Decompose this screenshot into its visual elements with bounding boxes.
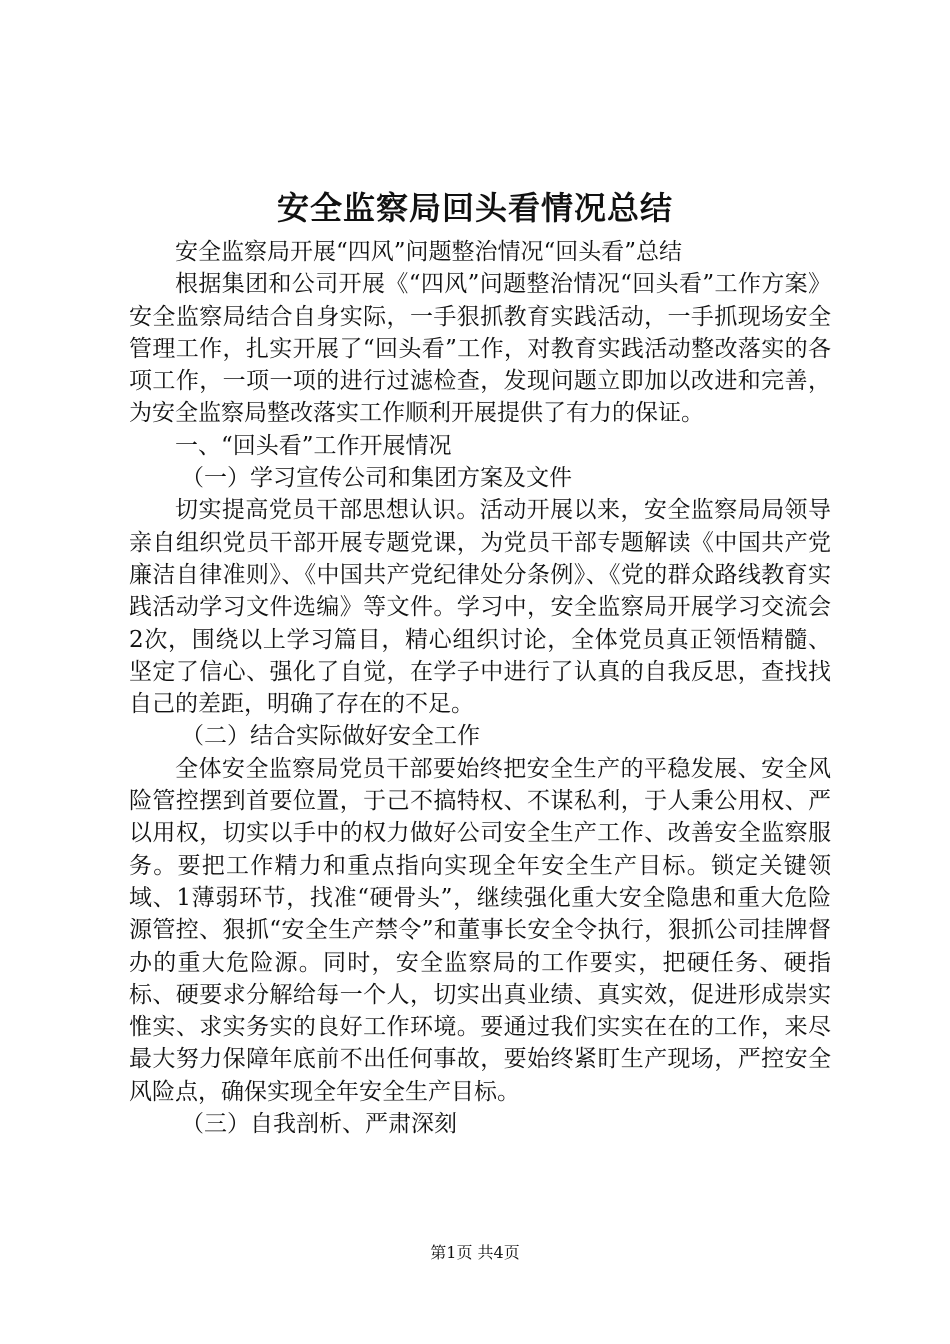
intro-line: 安全监察局开展“四风”问题整治情况“回头看”总结	[175, 239, 683, 265]
subsection-heading-3: （三）自我剖析、严肃深刻	[181, 1111, 457, 1138]
document-title: 安全监察局回头看情况总结	[276, 189, 673, 227]
paragraph-study: 切实提高党员干部思想认识。活动开展以来，安全监察局局领导亲自组织党员干部开展专题党课，为党员干部专题解读《中国共产党廉洁自律准则》、《中国共产党纪律处分条例》、《党的群众路线教育实践活动学习文件选编》等文件。学习中，安全监察局开展学习交流会2次，围绕以上学习篇目，精心组织讨论，全体党员真正领悟精髓、坚定了信心、强化了自觉，在学子中进行了认真的自我反思，查找找自己的差距，明确了存在的不足。	[129, 497, 831, 718]
section-heading-1: 一、“回头看”工作开展情况	[175, 432, 452, 459]
subsection-heading-1: （一）学习宣传公司和集团方案及文件	[181, 465, 572, 492]
document-body	[129, 236, 831, 1140]
subsection-heading-2: （二）结合实际做好安全工作	[181, 723, 480, 750]
paragraph-overview: 根据集团和公司开展《“四风”问题整治情况“回头看”工作方案》安全监察局结合自身实际，一手狠抓教育实践活动，一手抓现场安全管理工作，扎实开展了“回头看”工作，对教育实践活动整改落实的各项工作，一项一项的进行过滤检查，发现问题立即加以改进和完善，为安全监察局整改落实工作顺利开展提供了有力的保证。	[129, 271, 831, 427]
paragraph-safety-work: 全体安全监察局党员干部要始终把安全生产的平稳发展、安全风险管控摆到首要位置，于己不搞特权、不谋私利，于人秉公用权、严以用权，切实以手中的权力做好公司安全生产工作、改善安全监察服务。要把工作精力和重点指向实现全年安全生产目标。锁定关键领域、1薄弱环节，找准“硬骨头”，继续强化重大安全隐患和重大危险源管控、狠抓“安全生产禁令”和董事长安全令执行，狠抓公司挂牌督办的重大危险源。同时，安全监察局的工作要实，把硬任务、硬指标、硬要求分解给每一个人，切实出真业绩、真实效，促进形成崇实惟实、求实务实的良好工作环境。要通过我们实实在在的工作，来尽最大努力保障年底前不出任何事故，要始终紧盯生产现场，严控安全风险点，确保实现全年安全生产目标。	[129, 755, 831, 1105]
page-footer: 第1页 共4页	[430, 1243, 520, 1262]
